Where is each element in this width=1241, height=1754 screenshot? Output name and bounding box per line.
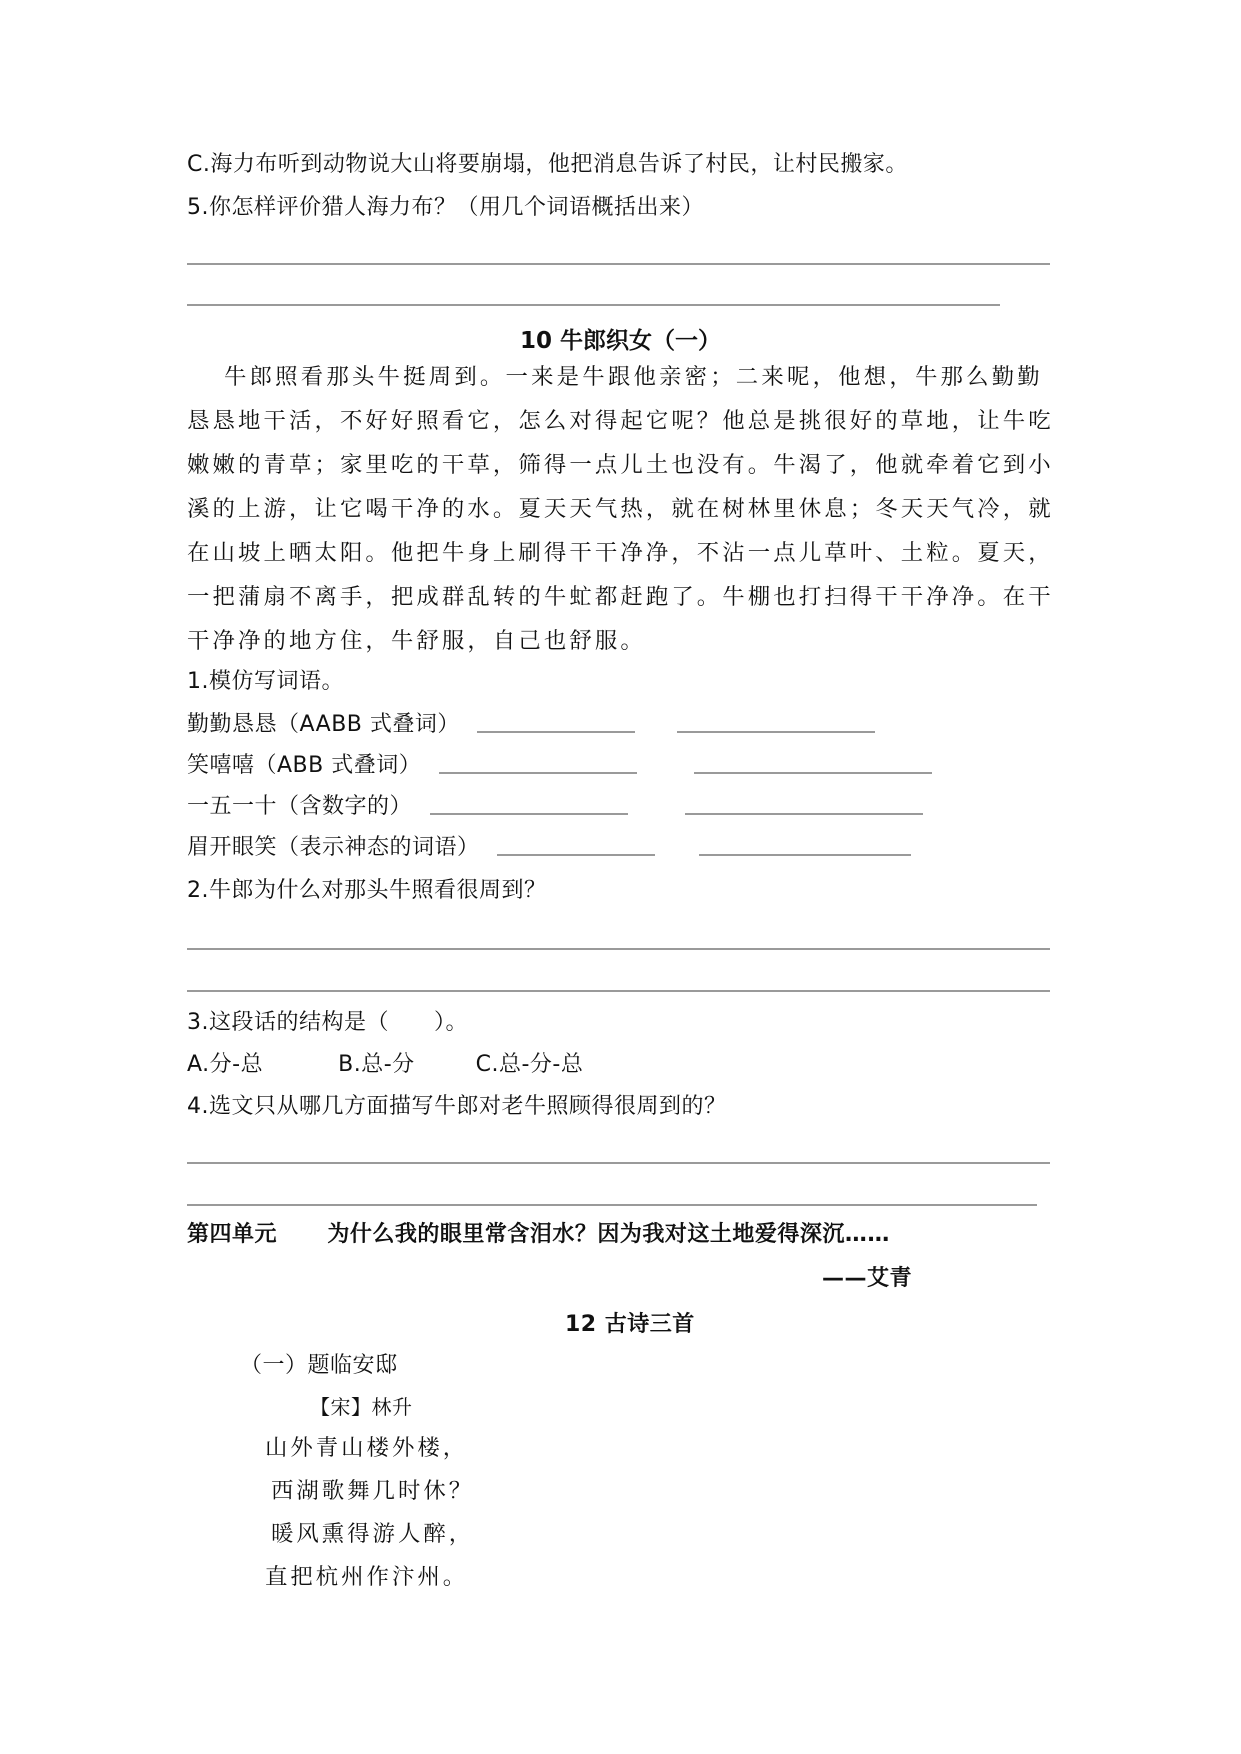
unit-heading — [187, 1220, 890, 1250]
quote-author: ——艾青 — [822, 1266, 913, 1291]
lesson-title: 12 古诗三首 — [565, 1312, 695, 1337]
poem-line: 暖风熏得游人醉， — [271, 1521, 475, 1547]
passage-line: 恳恳地干活，不好好照看它，怎么对得起它呢？他总是挑很好的草地，让牛吃 — [187, 408, 1054, 434]
passage-line: 嫩嫩的青草；家里吃的干草，筛得一点儿土也没有。牛渴了，他就牵着它到小 — [187, 452, 1054, 478]
question-3-options — [187, 1050, 583, 1080]
answer-line[interactable] — [187, 1204, 1037, 1206]
answer-line[interactable] — [187, 990, 1050, 992]
question-1: 1.模仿写词语。 — [187, 669, 344, 694]
word-item — [187, 710, 875, 740]
word-prompt: 眉开眼笑（表示神态的词语） — [187, 835, 480, 860]
option-c[interactable]: C.总-分-总 — [475, 1052, 584, 1077]
fill-blank[interactable] — [439, 772, 637, 774]
unit-quote: 为什么我的眼里常含泪水？因为我对这土地爱得深沉…… — [327, 1222, 890, 1247]
fill-blank[interactable] — [497, 854, 655, 856]
fill-blank[interactable] — [685, 813, 923, 815]
poem-line: 直把杭州作汴州。 — [265, 1564, 469, 1590]
poem-heading: （一）题临安邸 — [240, 1353, 398, 1378]
question-5: 5.你怎样评价猎人海力布？（用几个词语概括出来） — [187, 195, 704, 220]
answer-line[interactable] — [187, 263, 1050, 265]
passage-line: 溪的上游，让它喝干净的水。夏天天气热，就在树林里休息；冬天天气冷，就 — [187, 496, 1054, 522]
poem-author: 【宋】林升 — [310, 1395, 413, 1419]
question-4: 4.选文只从哪几方面描写牛郎对老牛照顾得很周到的？ — [187, 1094, 727, 1119]
lesson-title: 10 牛郎织女（一） — [519, 328, 721, 354]
passage-line: 一把蒲扇不离手，把成群乱转的牛虻都赶跑了。牛棚也打扫得干干净净。在干 — [187, 584, 1054, 610]
fill-blank[interactable] — [699, 854, 911, 856]
passage-line: 牛郎照看那头牛挺周到。一来是牛跟他亲密；二来呢，他想，牛那么勤勤 — [224, 364, 1043, 390]
passage-line: 在山坡上晒太阳。他把牛身上刷得干干净净，不沾一点儿草叶、土粒。夏天， — [187, 540, 1054, 566]
question-3: 3.这段话的结构是（ ）。 — [187, 1010, 468, 1035]
word-prompt: 一五一十（含数字的） — [187, 794, 413, 819]
unit-label: 第四单元 — [187, 1222, 278, 1247]
word-prompt: 勤勤恳恳（AABB 式叠词） — [187, 712, 460, 737]
word-item — [187, 792, 923, 822]
fill-blank[interactable] — [694, 772, 932, 774]
question-2: 2.牛郎为什么对那头牛照看很周到？ — [187, 878, 547, 903]
poem-line: 西湖歌舞几时休？ — [271, 1478, 475, 1504]
answer-line[interactable] — [187, 304, 1000, 306]
option-b[interactable]: B.总-分 — [338, 1052, 415, 1077]
word-item — [187, 833, 911, 863]
fill-blank[interactable] — [477, 731, 635, 733]
passage-line: 干净净的地方住，牛舒服，自己也舒服。 — [187, 628, 646, 654]
fill-blank[interactable] — [677, 731, 875, 733]
poem-line: 山外青山楼外楼， — [265, 1435, 469, 1461]
answer-line[interactable] — [187, 948, 1050, 950]
word-prompt: 笑嘻嘻（ABB 式叠词） — [187, 753, 422, 778]
word-item — [187, 751, 932, 781]
fill-blank[interactable] — [430, 813, 628, 815]
answer-line[interactable] — [187, 1162, 1050, 1164]
option-c: C.海力布听到动物说大山将要崩塌，他把消息告诉了村民，让村民搬家。 — [187, 152, 908, 177]
option-a[interactable]: A.分-总 — [187, 1052, 264, 1077]
